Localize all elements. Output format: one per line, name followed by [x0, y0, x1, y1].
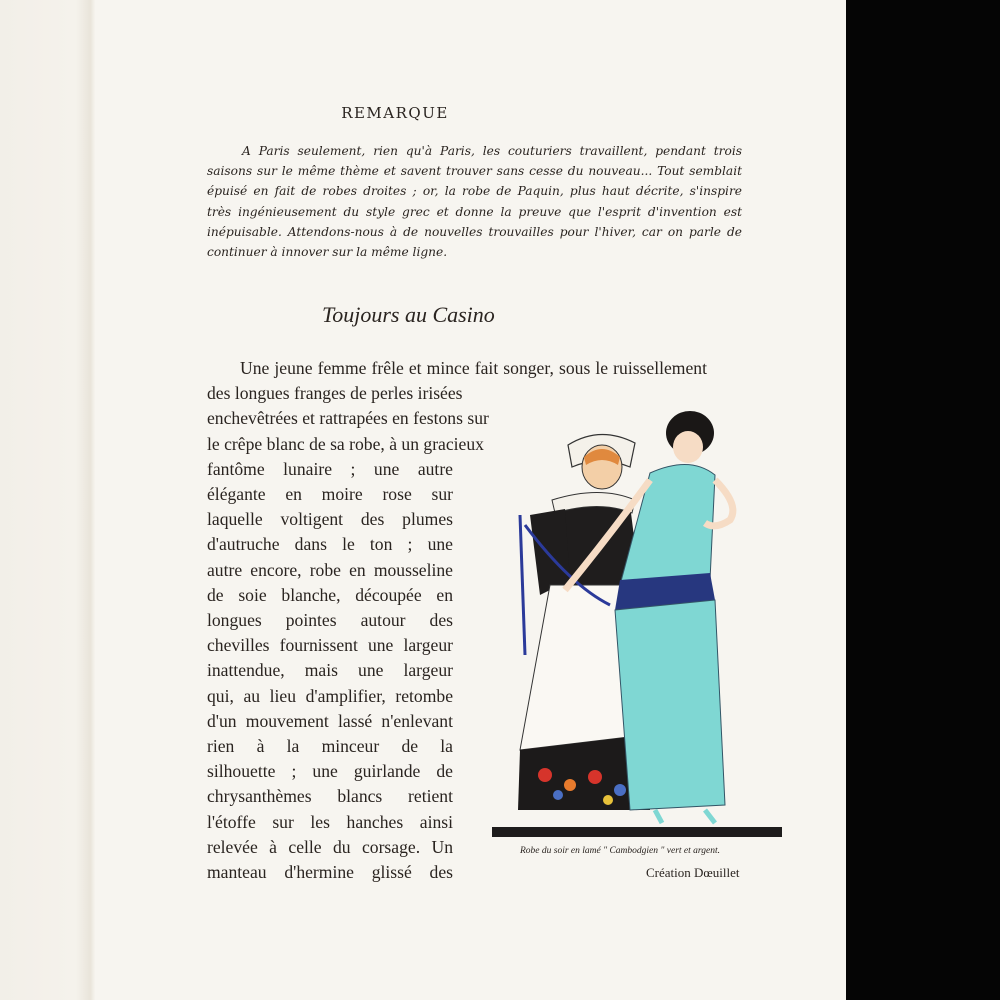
body-line: d'autruche dans le ton ; une — [207, 534, 453, 555]
body-line: longues pointes autour des — [207, 610, 453, 631]
illustration-credit: Création Dœuillet — [646, 865, 740, 880]
body-line: inattendue, mais une largeur — [207, 660, 453, 681]
fashion-illustration — [490, 405, 790, 840]
remarque-line: saisons sur le même thème et savent trouver sans cesse du nouveau... Tout semblait — [207, 164, 742, 179]
remarque-line: A Paris seulement, rien qu'à Paris, les couturiers travaillent, pendant trois — [242, 144, 742, 158]
body-line: chrysanthèmes blancs retient — [207, 786, 453, 807]
body-line: d'un mouvement lassé n'enlevant — [207, 710, 453, 731]
body-line: Une jeune femme frêle et mince fait songer, sous le ruissellement — [240, 358, 707, 378]
body-line: autre encore, robe en mousseline — [207, 559, 453, 580]
body-line: rien à la minceur de la — [207, 736, 453, 757]
body-line: l'étoffe sur les hanches ainsi — [207, 811, 453, 832]
remarque-line: épuisé en fait de robes droites ; or, la robe de Paquin, plus haut décrite, s'inspire — [207, 184, 742, 199]
body-line: fantôme lunaire ; une autre — [207, 458, 453, 479]
remarque-paragraph — [207, 141, 742, 262]
illustration-caption: Robe du soir en lamé " Cambodgien " vert et argent. — [520, 846, 720, 856]
body-line: des longues franges de perles irisées — [207, 383, 463, 404]
body-line: silhouette ; une guirlande de — [207, 761, 453, 782]
remarque-heading — [0, 104, 790, 122]
body-line: laquelle voltigent des plumes — [207, 509, 453, 530]
body-line: manteau d'hermine glissé des — [207, 862, 453, 883]
body-line: élégante en moire rose sur — [207, 484, 453, 505]
remarque-line: très ingénieusement du style grec et donne la preuve que l'esprit d'invention est — [207, 204, 742, 219]
book-binding-edge — [0, 0, 95, 1000]
remarque-line: inépuisable. Attendons-nous à de nouvelles trouvailles pour l'hiver, car on parle de — [207, 224, 742, 239]
article-title: Toujours au Casino — [322, 302, 495, 327]
body-line: chevilles fournissent une largeur — [207, 635, 453, 656]
remarque-heading-text: REMARQUE — [341, 104, 449, 122]
body-line: le crêpe blanc de sa robe, à un gracieux — [207, 433, 484, 454]
floor-line — [492, 827, 782, 837]
scan-background-edge — [846, 0, 1000, 1000]
remarque-line: continuer à innover sur la même ligne. — [207, 245, 448, 260]
body-line: enchevêtrées et rattrapées en festons sur — [207, 408, 489, 429]
body-line: relevée à celle du corsage. Un — [207, 836, 453, 857]
body-line: qui, au lieu d'amplifier, retombe — [207, 685, 453, 706]
body-line: de soie blanche, découpée en — [207, 584, 453, 605]
